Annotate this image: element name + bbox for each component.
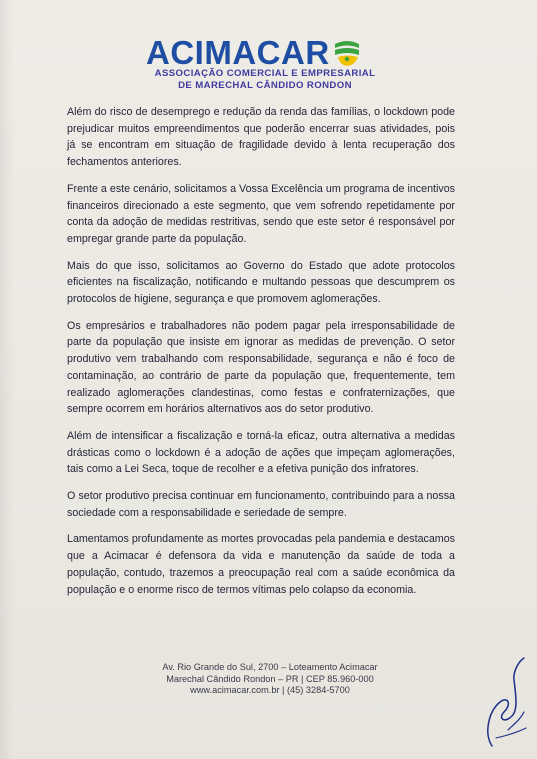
scan-edge-shadow [0, 0, 14, 759]
paragraph-6: O setor produtivo precisa continuar em funcionamento, contribuindo para a nossa sociedade com a responsabilidade e seriedade de sempre. [67, 490, 455, 519]
paragraph-5: Além de intensificar a fiscalização e torná-la eficaz, outra alternativa a medidas drásticas como o lockdown é a adoção de ações que impeçam aglomerações, tais como a Lei Seca, toque de recolher e a efetiva punição dos infratores. [67, 429, 455, 476]
footer-city: Marechal Cândido Rondon – PR | CEP 85.960-000 [166, 673, 374, 684]
paragraph-2: Frente a este cenário, solicitamos a Vossa Excelência um programa de incentivos financeiros direcionado a este segmento, que vem sofrendo repetidamente por conta da adoção de medidas restritivas, sendo que este setor é responsável por empregar grande parte da população. [67, 182, 455, 245]
footer-contact: www.acimacar.com.br | (45) 3284-5700 [190, 685, 350, 696]
paragraph-7: Lamentamos profundamente as mortes provocadas pela pandemia e destacamos que a Acimacar é defensora da vida e manutenção da saúde de toda a população, contudo, trazemos a preocupação real com a saúde econômica da população e o enorme risco de termos vítimas pelo colapso da economia. [67, 533, 455, 596]
logo-subtitle-line1: ASSOCIAÇÃO COMERCIAL E EMPRESARIAL [154, 68, 376, 79]
paragraph-3: Mais do que isso, solicitamos ao Governo do Estado que adote protocolos eficientes na fiscalização, notificando e multando pessoas que descumprem os protocolos de higiene, segurança e que promovem aglomerações. [67, 259, 455, 306]
logo-subtitle-line2: DE MARECHAL CÂNDIDO RONDON [178, 80, 352, 91]
paragraph-4: Os empresários e trabalhadores não podem pagar pela irresponsabilidade de parte da população que insiste em ignorar as medidas de prevenção. O setor produtivo vem trabalhando com responsabilidade, segurança e não é foco de contaminação, ao contrário de parte da população que, frequentemente, tem realizado aglomerações clandestinas, como festas e confraternizações, que sempre ocorrem em horários alternativos aos do setor produtivo. [67, 319, 455, 416]
handwritten-signature [478, 650, 534, 750]
acimacar-logo [146, 36, 386, 96]
letterhead-footer [120, 662, 420, 697]
logo-wordmark: ACIMACAR [146, 34, 330, 71]
logo-swirl-icon [332, 38, 362, 68]
letter-body [67, 104, 455, 608]
paragraph-1: Além do risco de desemprego e redução da renda das famílias, o lockdown pode prejudicar muitos empreendimentos que poderão encerrar suas atividades, pois já se encontram em situação de fragilidade devido à lenta recuperação dos fechamentos anteriores. [67, 106, 455, 169]
footer-address: Av. Rio Grande do Sul, 2700 – Loteamento Acimacar [162, 662, 378, 672]
